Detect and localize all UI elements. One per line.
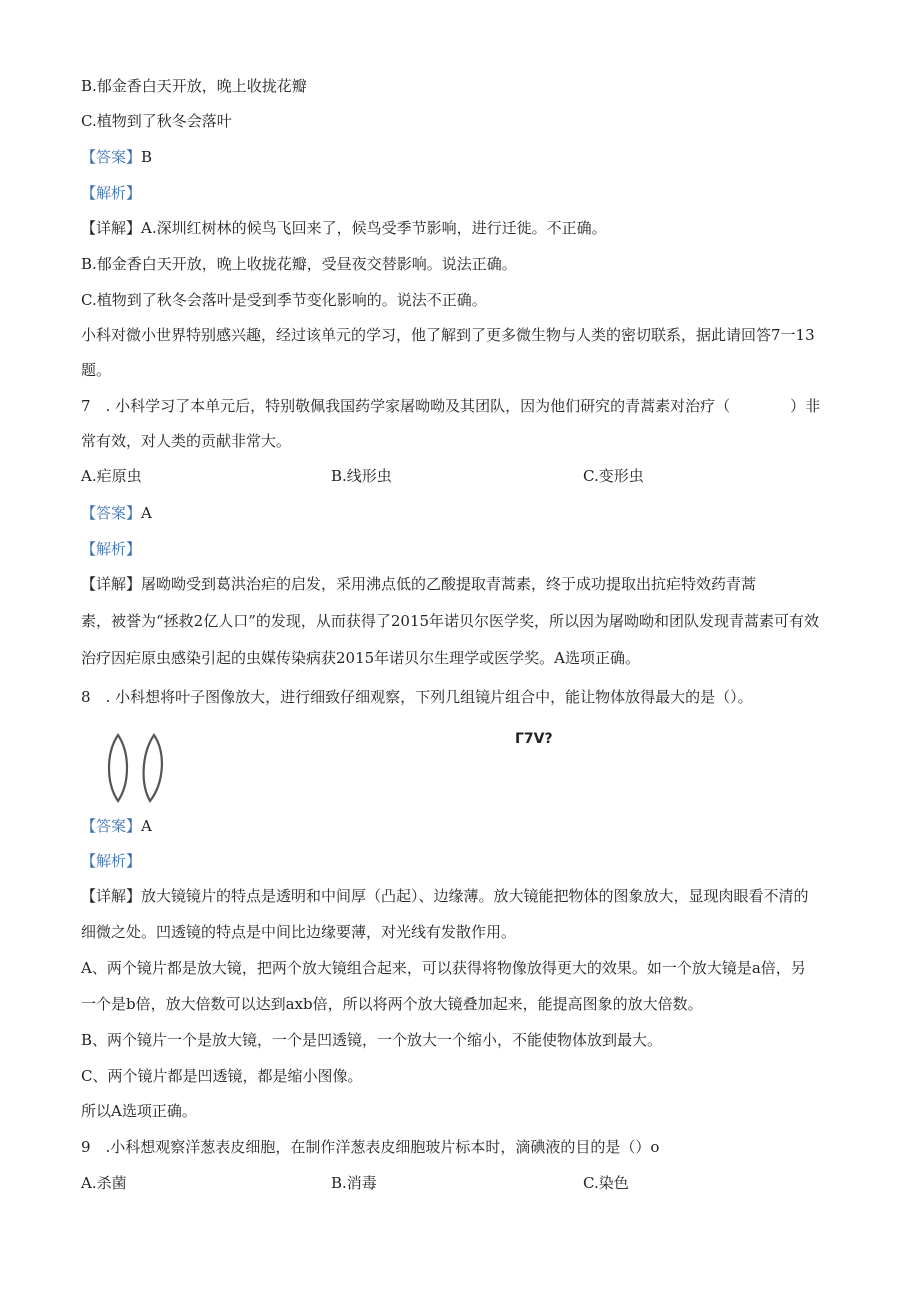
answer-tag: 【答案】: [81, 148, 142, 166]
answer-value: B: [141, 148, 153, 166]
q8-conclusion: 所以A选项正确。: [81, 1102, 197, 1120]
q7-detail-tag: 【详解】: [81, 575, 142, 593]
q8-option-c-explain: C、两个镜片都是凹透镜，都是缩小图像。: [81, 1067, 363, 1085]
q8-option-a-explain-2: 一个是b倍，放大倍数可以达到axb倍，所以将两个放大镜叠加起来，能提高图象的放大倍数。: [81, 995, 703, 1013]
convex-lens-left: [109, 735, 127, 801]
q7-answer-value: A: [141, 504, 152, 522]
q9-option-a: A.杀菌: [81, 1174, 127, 1192]
question-7-line-2: 常有效，对人类的贡献非常大。: [81, 432, 292, 450]
q8-analysis-tag: 【解析】: [81, 852, 142, 870]
option-b-line: B.郁金香白天开放，晚上收拢花瓣: [81, 77, 307, 95]
q7-option-a: A.疟原虫: [81, 467, 142, 485]
detail-line-c: C.植物到了秋冬会落叶是受到季节变化影响的。说法不正确。: [81, 291, 487, 309]
q7-analysis-tag: 【解析】: [81, 540, 142, 558]
q9-option-c: C.染色: [583, 1174, 629, 1192]
question-8-line: 8 . 小科想将叶子图像放大，进行细致仔细观察，下列几组镜片组合中，能让物体放得最大的是（）。: [81, 688, 753, 706]
q8-detail-line-1: [81, 886, 809, 906]
question-9-line: 9 .小科想观察洋葱表皮细胞，在制作洋葱表皮细胞玻片标本时，滴碘液的目的是（）o: [81, 1138, 660, 1156]
analysis-tag: 【解析】: [81, 184, 142, 202]
q7-answer-tag: 【答案】: [81, 504, 142, 522]
option-c-line: C.植物到了秋冬会落叶: [81, 112, 232, 130]
convex-lens-pair-figure: [104, 733, 170, 803]
q8-detail-text-1: 放大镜镜片的特点是透明和中间厚（凸起）、边缘薄。放大镜能把物体的图象放大，显现肉眼看不清的: [141, 887, 809, 905]
detail-line-a: [81, 218, 607, 238]
detail-text: A.深圳红树林的候鸟飞回来了，候鸟受季节影响，进行迁徙。不正确。: [141, 219, 607, 237]
intro-line-1: 小科对微小世界特别感兴趣，经过该单元的学习，他了解到了更多微生物与人类的密切联系，据此请回答7一13: [81, 326, 815, 344]
detail-tag: 【详解】: [81, 219, 142, 237]
q7-answer-line: [81, 503, 152, 523]
q8-option-a-explain-1: A、两个镜片都是放大镜，把两个放大镜组合起来，可以获得将物像放得更大的效果。如一个放大镜是a倍，另: [81, 959, 806, 977]
q7-option-c: C.变形虫: [583, 467, 644, 485]
question-7-line-1: 7 . 小科学习了本单元后，特别敬佩我国药学家屠呦呦及其团队，因为他们研究的青蒿素对治疗（ ）非: [81, 397, 821, 415]
q7-detail-line-1: [81, 574, 756, 594]
q7-detail-line-3: 治疗因疟原虫感染引起的虫媒传染病获2015年诺贝尔生理学或医学奖。A选项正确。: [81, 649, 641, 667]
detail-line-b: B.郁金香白天开放，晚上收拢花瓣，受昼夜交替影响。说法正确。: [81, 255, 517, 273]
q7-detail-text-1: 屠呦呦受到葛洪治疟的启发，采用沸点低的乙酸提取青蒿素，终于成功提取出抗疟特效药青蒿: [141, 575, 757, 593]
answer-line: [81, 147, 152, 167]
q8-option-b-explain: B、两个镜片一个是放大镜，一个是凹透镜，一个放大一个缩小，不能使物体放到最大。: [81, 1031, 663, 1049]
q8-answer-value: A: [141, 817, 152, 835]
q7-option-b: B.线形虫: [331, 467, 392, 485]
q8-detail-tag: 【详解】: [81, 887, 142, 905]
intro-line-2: 题。: [81, 361, 112, 379]
q8-detail-line-2: 细微之处。凹透镜的特点是中间比边缘要薄，对光线有发散作用。: [81, 923, 517, 941]
convex-lens-right: [144, 735, 162, 801]
q8-answer-line: [81, 816, 152, 836]
figure-label: Γ7V?: [515, 731, 553, 747]
q8-answer-tag: 【答案】: [81, 817, 142, 835]
q9-option-b: B.消毒: [331, 1174, 377, 1192]
q7-detail-line-2: 素，被誉为“拯救2亿人口”的发现，从而获得了2015年诺贝尔医学奖，所以因为屠呦呦和团队发现青蒿素可有效: [81, 612, 820, 630]
